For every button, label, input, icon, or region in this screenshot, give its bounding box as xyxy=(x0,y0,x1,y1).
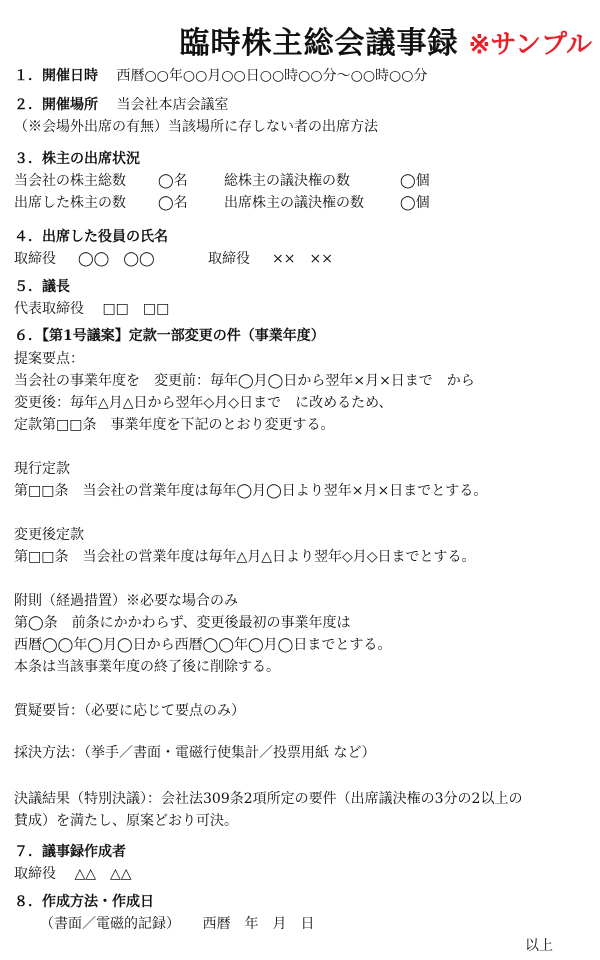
section-4-heading: ４．出席した役員の氏名 xyxy=(14,229,168,245)
chairperson-names: □□ □□ xyxy=(102,301,170,317)
supplementary-label: 附則（経過措置）※必要な場合のみ xyxy=(14,593,238,609)
voting-rights-count: ◯個 xyxy=(400,173,430,189)
section-3-heading: ３．株主の出席状況 xyxy=(14,151,140,167)
creation-method: （書面／電磁的記録） xyxy=(40,916,180,932)
voting-rights-label: 総株主の議決権の数 xyxy=(224,173,350,189)
section-7-heading: ７．議事録作成者 xyxy=(14,844,126,860)
section-6-heading: ６．【第1号議案】定款一部変更の件（事業年度） xyxy=(14,328,325,344)
proposal-text: 定款第□□条 事業年度を下記のとおり変更する。 xyxy=(14,417,335,433)
title-bar xyxy=(0,18,600,62)
section-5-heading: ５．議長 xyxy=(14,279,70,295)
supplementary-text: 西暦◯◯年◯月◯日から西暦◯◯年◯月◯日までとする。 xyxy=(14,637,392,653)
shareholder-count: ◯名 xyxy=(158,195,188,211)
officers-row xyxy=(14,250,600,268)
shareholder-count: ◯名 xyxy=(158,173,188,189)
shareholder-row xyxy=(14,172,600,190)
chairperson-row xyxy=(14,300,169,318)
remote-attendance-note: （※会場外出席の有無）当該場所に存しない者の出席方法 xyxy=(14,119,378,135)
section-8-heading: ８．作成方法・作成日 xyxy=(14,894,154,910)
author-names: △△ △△ xyxy=(74,866,132,882)
section-2-heading: ２．開催場所 xyxy=(14,97,98,113)
current-articles-label: 現行定款 xyxy=(14,461,70,477)
resolution-result: 決議結果（特別決議）：会社法309条2項所定の要件（出席議決権の3分の2以上の xyxy=(14,791,523,807)
officer-names: ×× ×× xyxy=(272,251,333,267)
shareholder-row xyxy=(14,194,600,212)
supplementary-text: 第◯条 前条にかかわらず、変更後最初の事業年度は xyxy=(14,615,351,631)
minutes-author-row xyxy=(14,865,132,883)
meeting-datetime: 西暦○○年○○月○○日○○時○○分〜○○時○○分 xyxy=(116,68,428,84)
meeting-place: 当会社本店会議室 xyxy=(116,97,229,113)
supplementary-text: 本条は当該事業年度の終了後に削除する。 xyxy=(14,659,280,675)
proposal-text: 変更後：毎年△月△日から翌年◇月◇日まで に改めるため、 xyxy=(14,395,393,411)
voting-rights-label: 出席株主の議決権の数 xyxy=(224,195,364,211)
amended-articles-label: 変更後定款 xyxy=(14,527,84,543)
section-1 xyxy=(14,67,427,85)
sample-mark: ※サンプル xyxy=(468,30,592,60)
voting-method: 採決方法：（挙手／書面・電磁行使集計／投票用紙 など） xyxy=(14,745,376,761)
chairperson-role: 代表取締役 xyxy=(14,301,84,317)
author-role: 取締役 xyxy=(14,866,56,882)
amended-articles-text: 第□□条 当会社の営業年度は毎年△月△日より翌年◇月◇日までとする。 xyxy=(14,549,476,565)
closing-mark: 以上 xyxy=(525,938,553,954)
creation-date: 西暦 年 月 日 xyxy=(202,916,315,932)
current-articles-text: 第□□条 当会社の営業年度は毎年◯月◯日より翌年×月×日までとする。 xyxy=(14,483,488,499)
officer-names: ◯◯ ◯◯ xyxy=(78,251,155,267)
qa-summary: 質疑要旨：（必要に応じて要点のみ） xyxy=(14,703,245,719)
proposal-text: 当会社の事業年度を 変更前：毎年◯月◯日から翌年×月×日まで から xyxy=(14,373,475,389)
document-title: 臨時株主総会議事録 xyxy=(179,26,459,61)
officer-role: 取締役 xyxy=(208,251,250,267)
voting-rights-count: ◯個 xyxy=(400,195,430,211)
creation-row xyxy=(40,915,314,933)
section-1-heading: １．開催日時 xyxy=(14,68,98,84)
shareholder-label: 出席した株主の数 xyxy=(14,195,126,211)
officer-role: 取締役 xyxy=(14,251,56,267)
shareholder-label: 当会社の株主総数 xyxy=(14,173,126,189)
resolution-result: 賛成）を満たし、原案どおり可決。 xyxy=(14,813,238,829)
section-2 xyxy=(14,96,228,114)
proposal-label: 提案要点： xyxy=(14,351,84,367)
